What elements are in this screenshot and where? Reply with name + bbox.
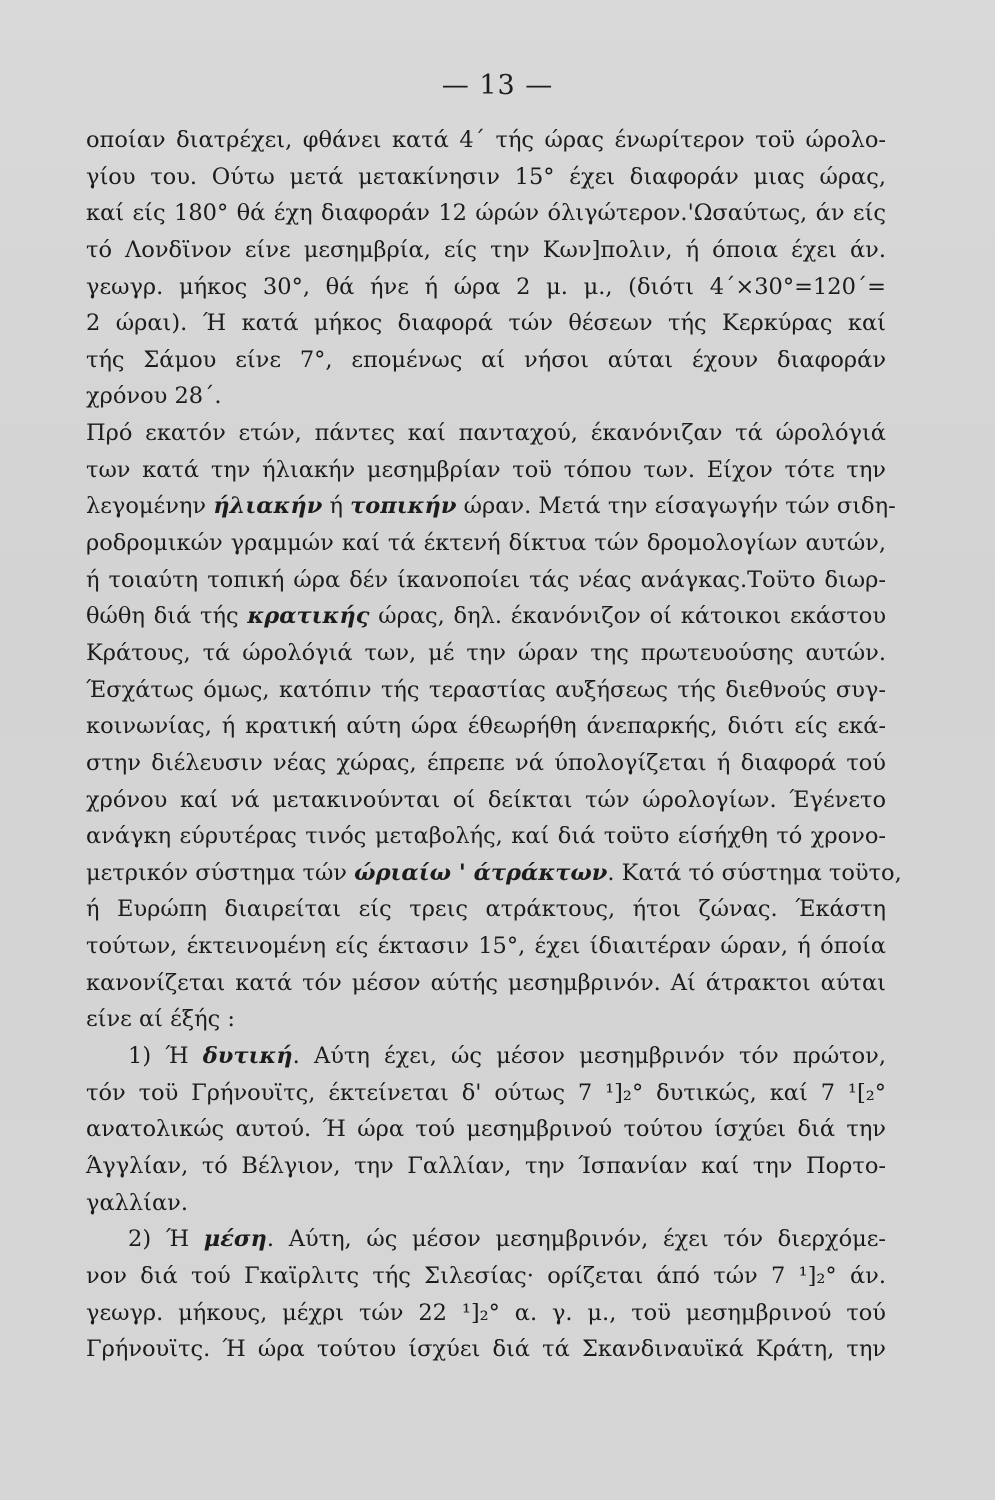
- text-line: [86, 452, 886, 489]
- text-line: [86, 855, 902, 892]
- text-segment: 1) Ή: [128, 1043, 203, 1070]
- text-segment: των κατά την ήλιακήν μεσημβρίαν τοϋ τόπου των. Είχον τότε την: [86, 456, 886, 483]
- text-line: [86, 1001, 886, 1038]
- text-segment: γίου του. Ούτω μετά μετακίνησιν 15° έχει διαφοράν μιας ώρας,: [86, 163, 886, 190]
- text-segment: Γρήνουϊτς. Ή ώρα τούτου ίσχύει διά τά Σκανδιναυϊκά Κράτη, την: [86, 1336, 886, 1363]
- text-line: [86, 378, 886, 415]
- text-segment: ή Ευρώπη διαιρείται είς τρεις ατράκτους, ήτοι ζώνας. Έκάστη: [86, 896, 886, 923]
- emphasized-term: ήλιακήν: [213, 493, 323, 520]
- text-line: [86, 525, 886, 562]
- text-segment: 2) Ή: [128, 1226, 204, 1253]
- text-line: [86, 342, 886, 379]
- body-text: [86, 122, 902, 1368]
- page-number: — 13 —: [441, 70, 554, 101]
- text-line: [86, 232, 886, 269]
- text-line: [86, 1258, 886, 1295]
- text-segment: είνε αί έξής :: [86, 1006, 235, 1033]
- text-line: [86, 195, 886, 232]
- text-segment: Κράτους, τά ώρολόγιά των, μέ την ώραν της πρωτευούσης αυτών.: [86, 639, 886, 666]
- text-segment: γαλλίαν.: [86, 1189, 189, 1216]
- text-segment: οποίαν διατρέχει, φθάνει κατά 4΄ τής ώρας ένωρίτερον τοϋ ώρολο-: [86, 127, 886, 153]
- text-line: [86, 159, 886, 196]
- text-segment: γεωγρ. μήκος 30°, θά ήνε ή ώρα 2 μ. μ., (διότι 4΄×30°=120΄=: [86, 273, 886, 300]
- text-segment: ανατολικώς αυτού. Ή ώρα τού μεσημβρινού τούτου ίσχύει διά την: [86, 1116, 886, 1143]
- text-line: [86, 305, 886, 342]
- text-line: [86, 708, 886, 745]
- text-segment: τούτων, έκτεινομένη είς έκτασιν 15°, έχει ίδιαιτέραν ώραν, ή όποία: [86, 933, 886, 960]
- emphasized-term: δυτική: [202, 1043, 293, 1070]
- text-line: [86, 1185, 886, 1222]
- text-segment: ανάγκη εύρυτέρας τινός μεταβολής, καί διά τοϋτο είσήχθη τό χρονο-: [86, 823, 886, 850]
- text-segment: χρόνου 28΄.: [86, 383, 222, 410]
- text-line: [86, 965, 886, 1002]
- text-segment: 2 ώραι). Ή κατά μήκος διαφορά τών θέσεων τής Κερκύρας καί: [86, 310, 886, 337]
- text-segment: τόν τοϋ Γρήνουϊτς, έκτείνεται δ' ούτως 7 ¹]₂° δυτικώς, καί 7 ¹[₂°: [86, 1079, 886, 1106]
- text-segment: κανονίζεται κατά τόν μέσον αύτής μεσημβρινόν. Αί άτρακτοι αύται: [86, 969, 886, 996]
- text-line: [86, 745, 886, 782]
- text-segment: λεγομένην: [86, 493, 214, 520]
- text-segment: ώρας, δηλ. έκανόνιζον οί κάτοικοι εκάστου: [369, 603, 887, 630]
- text-line: [86, 122, 886, 159]
- text-segment: . Κατά τό σύστημα τοϋτο,: [607, 859, 902, 886]
- text-line: [86, 269, 886, 306]
- text-line: [86, 1111, 886, 1148]
- text-line: [86, 818, 886, 855]
- text-line: [86, 782, 886, 819]
- text-segment: τής Σάμου είνε 7°, επομένως αί νήσοι αύται έχουν διαφοράν: [86, 346, 886, 373]
- text-line: [86, 562, 886, 599]
- text-segment: ή: [322, 493, 351, 520]
- text-segment: Πρό εκατόν ετών, πάντες καί πανταχού, έκανόνιζαν τά ώρολόγιά: [86, 420, 886, 447]
- text-segment: μετρικόν σύστημα τών: [86, 859, 355, 886]
- emphasized-term: μέση: [203, 1226, 267, 1253]
- text-line: [86, 1075, 886, 1112]
- text-line: [86, 928, 886, 965]
- text-segment: ή τοιαύτη τοπική ώρα δέν ίκανοποίει τάς νέας ανάγκας.Τοϋτο διωρ-: [86, 566, 886, 593]
- emphasized-term: κρατικής: [247, 603, 370, 630]
- text-line: [86, 598, 886, 635]
- text-line: [86, 1221, 886, 1258]
- text-line: [86, 1038, 886, 1075]
- text-segment: τό Λονδϊνον είνε μεσημβρία, είς την Κων]πολιν, ή όποια έχει άν.: [86, 236, 886, 263]
- text-segment: ώραν. Μετά την είσαγωγήν τών σιδη-: [456, 493, 896, 520]
- text-line: [86, 1148, 886, 1185]
- text-segment: θώθη διά τής: [86, 603, 248, 630]
- text-segment: νον διά τού Γκαϊρλιτς τής Σιλεσίας· ορίζεται άπό τών 7 ¹]₂° άν.: [86, 1262, 886, 1289]
- emphasized-term: τοπικήν: [350, 493, 457, 520]
- text-line: [86, 672, 886, 709]
- text-segment: Έσχάτως όμως, κατόπιν τής τεραστίας αυξήσεως τής διεθνούς συγ-: [86, 676, 886, 703]
- text-line: [86, 415, 886, 452]
- text-line: [86, 635, 886, 672]
- text-segment: . Αύτη, ώς μέσον μεσημβρινόν, έχει τόν διερχόμε-: [266, 1226, 886, 1253]
- text-line: [86, 1331, 886, 1368]
- text-line: [86, 488, 896, 525]
- text-segment: καί είς 180° θά έχη διαφοράν 12 ώρών όλιγώτερον.'Ωσαύτως, άν είς: [86, 200, 886, 227]
- text-segment: γεωγρ. μήκους, μέχρι τών 22 ¹]₂° α. γ. μ., τοϋ μεσημβρινού τού: [86, 1299, 886, 1326]
- text-segment: . Αύτη έχει, ώς μέσον μεσημβρινόν τόν πρώτον,: [292, 1043, 886, 1070]
- text-segment: Άγγλίαν, τό Βέλγιον, την Γαλλίαν, την Ίσπανίαν καί την Πορτο-: [86, 1152, 886, 1179]
- text-line: [86, 1295, 886, 1332]
- emphasized-term: ώριαίω ' άτράκτων: [354, 859, 608, 886]
- text-line: [86, 891, 886, 928]
- text-segment: ροδρομικών γραμμών καί τά έκτενή δίκτυα τών δρομολογίων αυτών,: [86, 530, 886, 557]
- text-segment: κοινωνίας, ή κρατική αύτη ώρα έθεωρήθη άνεπαρκής, διότι είς εκά-: [86, 713, 886, 740]
- text-segment: χρόνου καί νά μετακινούνται οί δείκται τών ώρολογίων. Έγένετο: [86, 786, 886, 813]
- text-segment: στην διέλευσιν νέας χώρας, έπρεπε νά ύπολογίζεται ή διαφορά τού: [86, 749, 886, 776]
